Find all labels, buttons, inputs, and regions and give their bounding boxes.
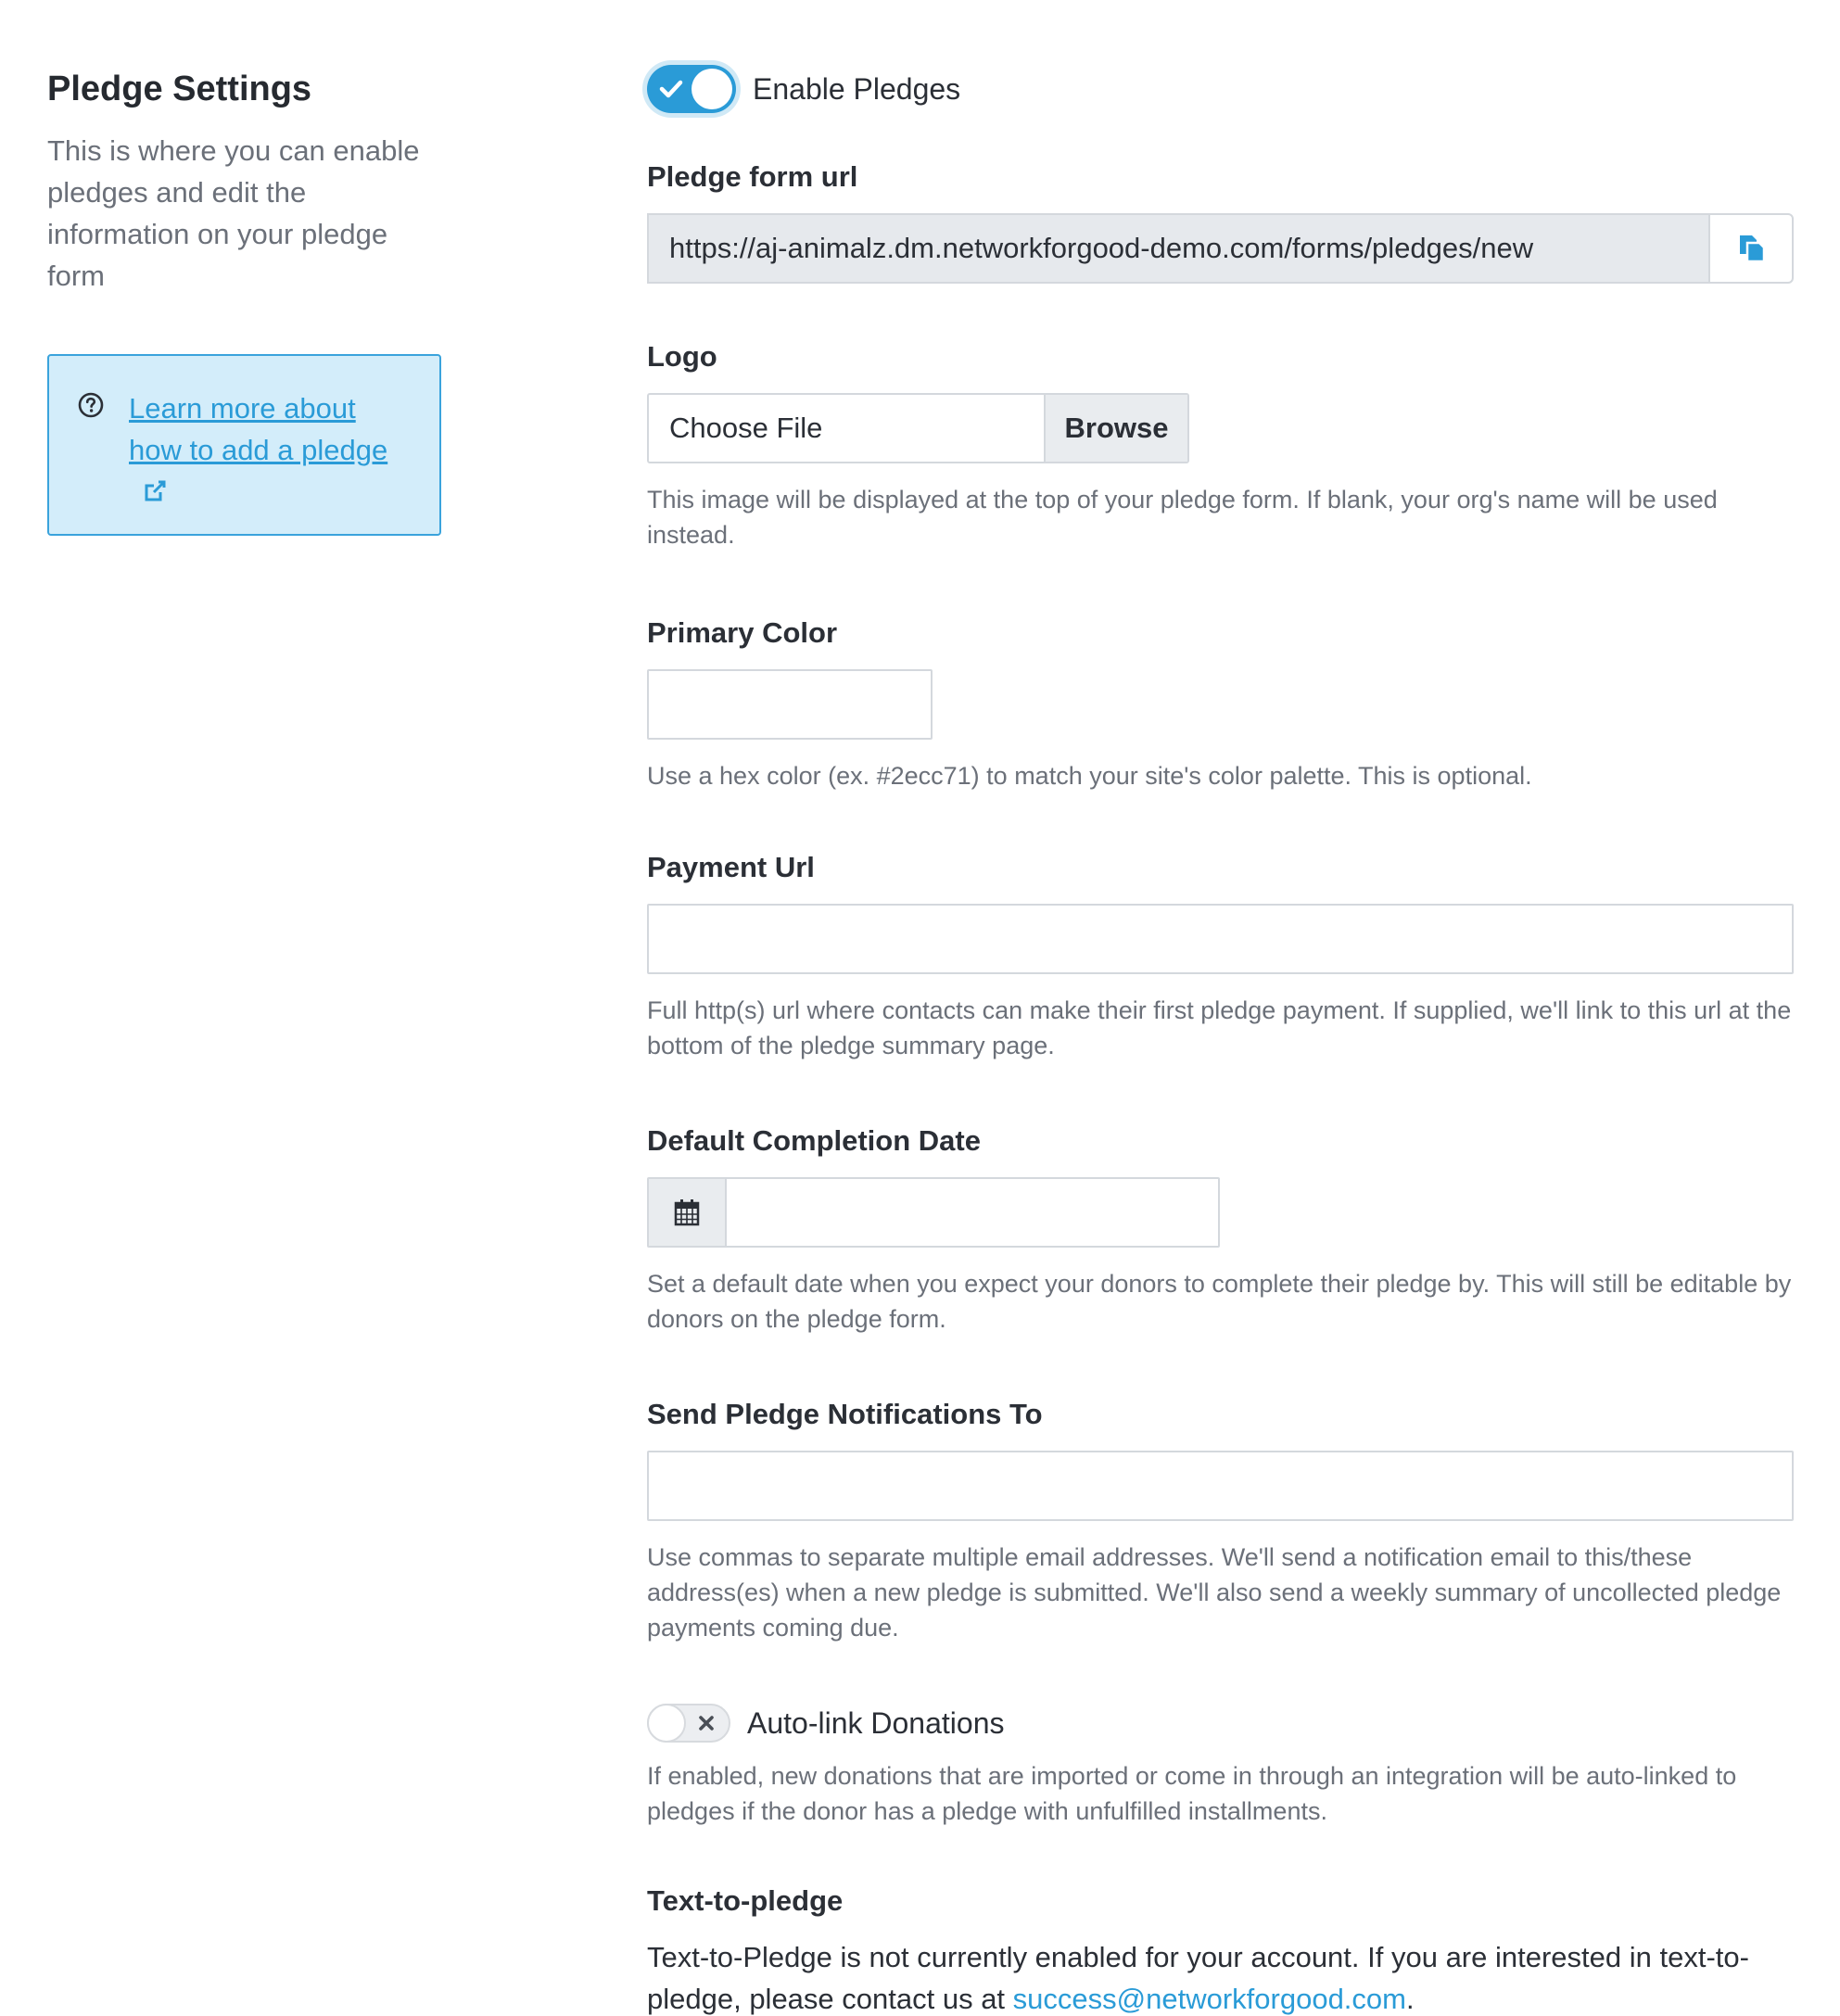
payment-url-input[interactable]: [647, 904, 1794, 974]
pledge-form-url-field: [647, 158, 1794, 284]
copy-url-button[interactable]: [1708, 213, 1794, 284]
learn-more-link[interactable]: [129, 387, 412, 471]
settings-form: [647, 65, 1794, 2016]
logo-file-input[interactable]: Choose File: [669, 412, 823, 444]
text-to-pledge-label: Text-to-pledge: [647, 1884, 844, 1917]
pledge-form-url-label: Pledge form url: [647, 160, 858, 193]
section-description: This is where you can enable pledges and edit the information on your pledge form: [47, 134, 420, 292]
text-to-pledge-message: [647, 1936, 1794, 2016]
x-icon: [697, 1714, 716, 1732]
auto-link-help-text: If enabled, new donations that are imported or come in through an integration will be auto-linked to pledges if the donor has a pledge with unfulfilled installments.: [647, 1762, 1737, 1825]
notifications-email-input[interactable]: [647, 1451, 1794, 1521]
copy-icon: [1737, 234, 1765, 263]
logo-field: [647, 338, 1794, 552]
completion-date-label: Default Completion Date: [647, 1124, 981, 1157]
auto-link-toggle[interactable]: [647, 1704, 730, 1743]
text-to-pledge-suffix: .: [1405, 1983, 1415, 2015]
check-icon: [658, 76, 684, 102]
payment-url-help-text: Full http(s) url where contacts can make their first pledge payment. If supplied, we'll link to this url at the bottom of the pledge summary page.: [647, 996, 1792, 1059]
primary-color-input[interactable]: [647, 669, 933, 740]
completion-date-input[interactable]: [727, 1179, 1218, 1246]
text-to-pledge-body: Text-to-Pledge is not currently enabled for your account. If you are interested in text-to-pledge, please contact us at: [647, 1941, 1749, 2015]
pledge-form-url-input[interactable]: https://aj-animalz.dm.networkforgood-demo.com/forms/pledges/new: [647, 213, 1708, 284]
completion-date-help-text: Set a default date when you expect your donors to complete their pledge by. This will still be editable by donors on the pledge form.: [647, 1270, 1792, 1333]
browse-button[interactable]: Browse: [1044, 395, 1187, 462]
logo-label: Logo: [647, 340, 717, 373]
logo-help-text: This image will be displayed at the top of your pledge form. If blank, your org's name will be used instead.: [647, 486, 1718, 549]
auto-link-field: [647, 1699, 1794, 1829]
notifications-help-text: Use commas to separate multiple email addresses. We'll send a notification email to this/these address(es) when a new pledge is submitted. We'll also send a weekly summary of uncollected pledge payments coming due.: [647, 1543, 1782, 1642]
notifications-field: [647, 1396, 1794, 1645]
toggle-knob: [692, 69, 732, 109]
help-callout: [47, 354, 441, 536]
completion-date-field: [647, 1122, 1794, 1337]
external-link-icon[interactable]: [140, 476, 170, 506]
notifications-label: Send Pledge Notifications To: [647, 1398, 1043, 1430]
text-to-pledge-section: [647, 1883, 1794, 2016]
pledge-form-url-group: [647, 213, 1794, 284]
question-circle-icon: [77, 391, 105, 419]
payment-url-field: [647, 849, 1794, 1063]
auto-link-label: Auto-link Donations: [747, 1705, 1005, 1740]
primary-color-help-text: Use a hex color (ex. #2ecc71) to match your site's color palette. This is optional.: [647, 762, 1532, 790]
enable-pledges-label: Enable Pledges: [753, 71, 961, 106]
learn-more-link-line2: how to add a pledge: [129, 434, 388, 466]
logo-file-picker[interactable]: [647, 393, 1189, 463]
settings-sidebar: [47, 65, 446, 536]
calendar-button[interactable]: [649, 1179, 727, 1246]
primary-color-label: Primary Color: [647, 616, 838, 649]
enable-pledges-toggle[interactable]: [647, 65, 736, 113]
calendar-icon: [674, 1198, 700, 1226]
auto-link-row: [647, 1699, 1794, 1747]
learn-more-link-line1: Learn more about: [129, 392, 356, 425]
payment-url-label: Payment Url: [647, 851, 815, 883]
enable-pledges-row: [647, 65, 1794, 113]
primary-color-field: [647, 615, 1794, 793]
toggle-knob: [647, 1704, 686, 1743]
support-email-link[interactable]: success@networkforgood.com: [1012, 1983, 1406, 2015]
completion-date-group: [647, 1177, 1220, 1248]
section-title: Pledge Settings: [47, 70, 312, 108]
